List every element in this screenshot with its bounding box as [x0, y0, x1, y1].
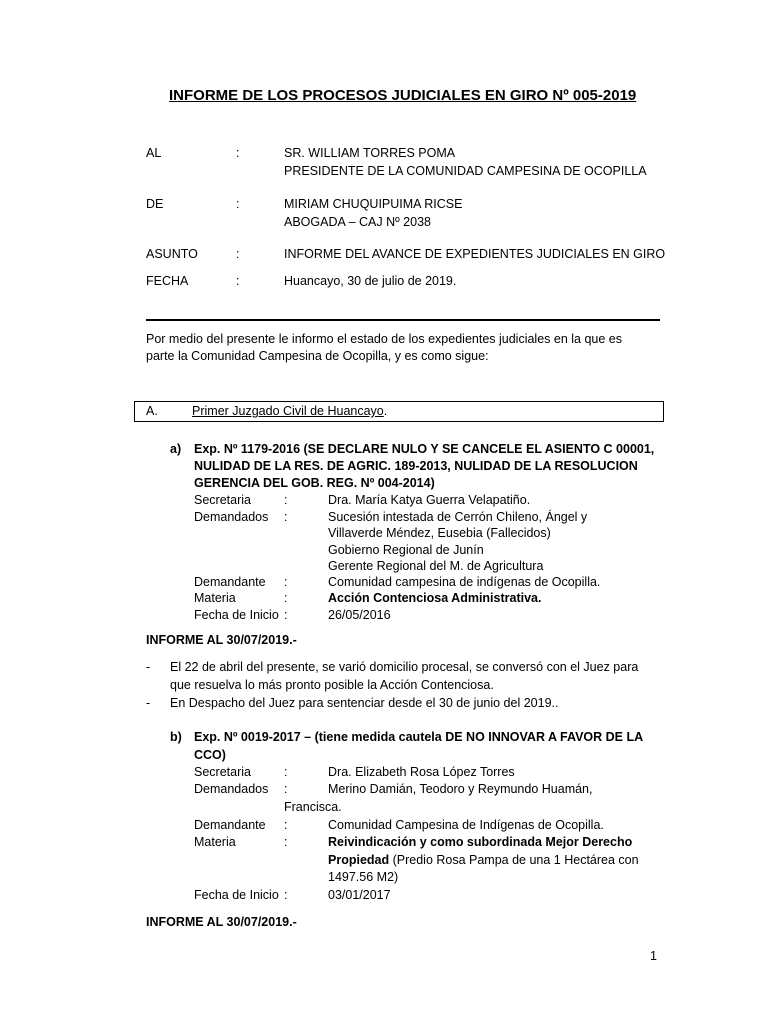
case-b-materia-2	[328, 853, 639, 867]
case-a-secretaria-label: Secretaria	[194, 493, 251, 507]
informe-a-bullet-1: -	[146, 660, 151, 674]
case-a-marker: a)	[170, 442, 182, 456]
case-a-demandante-colon: :	[284, 575, 288, 589]
fecha-value: Huancayo, 30 de julio de 2019.	[284, 274, 457, 288]
al-line2: PRESIDENTE DE LA COMUNIDAD CAMPESINA DE OCOPILLA	[284, 164, 647, 178]
case-b-heading-1: Exp. Nº 0019-2017 – (tiene medida cautela DE NO INNOVAR A FAVOR DE LA	[194, 730, 644, 744]
case-a-heading-3: GERENCIA DEL GOB. REG. Nº 004-2014)	[194, 476, 435, 490]
case-a-fecha-label: Fecha de Inicio	[194, 608, 279, 622]
case-a-materia-colon: :	[284, 591, 288, 605]
case-b-fecha-colon: :	[284, 888, 288, 902]
case-b-materia-colon: :	[284, 835, 288, 849]
case-b-secretaria: Dra. Elizabeth Rosa López Torres	[328, 765, 515, 779]
de-label: DE	[146, 197, 164, 211]
case-a-demandado-1: Sucesión intestada de Cerrón Chileno, Ángel y	[328, 510, 588, 524]
case-a-demandante: Comunidad campesina de indígenas de Ocopilla.	[328, 575, 601, 589]
section-a-title	[192, 404, 387, 418]
al-colon: :	[236, 146, 240, 160]
de-colon: :	[236, 197, 240, 211]
divider	[146, 319, 660, 321]
case-a-demandado-4: Gerente Regional del M. de Agricultura	[328, 559, 544, 573]
case-b-demandado-2: Francisca.	[284, 800, 342, 814]
case-a-demandado-3: Gobierno Regional de Junín	[328, 543, 484, 557]
case-b-demandados-label: Demandados	[194, 782, 269, 796]
asunto-label: ASUNTO	[146, 247, 198, 261]
case-b-secretaria-label: Secretaria	[194, 765, 251, 779]
case-a-materia-label: Materia	[194, 591, 236, 605]
case-b-fecha: 03/01/2017	[328, 888, 391, 902]
case-b-demandado-1: Merino Damián, Teodoro y Reymundo Huamán,	[328, 782, 593, 796]
case-a-materia: Acción Contenciosa Administrativa.	[328, 591, 542, 605]
case-b-materia-2b: (Predio Rosa Pampa de una 1 Hectárea con	[389, 853, 639, 867]
case-a-secretaria: Dra. María Katya Guerra Velapatiño.	[328, 493, 531, 507]
informe-a-bullet-2: -	[146, 696, 151, 710]
case-b-materia-1: Reivindicación y como subordinada Mejor Derecho	[328, 835, 633, 849]
document-title: INFORME DE LOS PROCESOS JUDICIALES EN GIRO Nº 005-2019	[169, 87, 637, 104]
case-a-demandado-2: Villaverde Méndez, Eusebia (Fallecidos)	[328, 526, 551, 540]
fecha-label: FECHA	[146, 274, 189, 288]
case-b-fecha-label: Fecha de Inicio	[194, 888, 279, 902]
case-b-heading-2: CCO)	[194, 748, 226, 762]
case-b-demandados-colon: :	[284, 782, 288, 796]
section-a-title-period: .	[383, 404, 388, 418]
de-line1: MIRIAM CHUQUIPUIMA RICSE	[284, 197, 463, 211]
informe-a-heading: INFORME AL 30/07/2019.-	[146, 633, 297, 647]
case-b-materia-label: Materia	[194, 835, 236, 849]
case-b-materia-2a: Propiedad	[328, 853, 390, 867]
case-a-secretaria-colon: :	[284, 493, 288, 507]
asunto-colon: :	[236, 247, 240, 261]
informe-a-item-1b: que resuelva lo más pronto posible la Acción Contenciosa.	[170, 678, 494, 692]
intro-line2: parte la Comunidad Campesina de Ocopilla, y es como sigue:	[146, 349, 489, 363]
case-b-secretaria-colon: :	[284, 765, 288, 779]
case-a-fecha-colon: :	[284, 608, 288, 622]
case-b-demandante-label: Demandante	[194, 818, 266, 832]
intro-line1: Por medio del presente le informo el estado de los expedientes judiciales en la que es	[146, 332, 622, 346]
section-a-letter: A.	[146, 404, 158, 418]
case-b-marker: b)	[170, 730, 182, 744]
case-a-heading-2: NULIDAD DE LA RES. DE AGRIC. 189-2013, NULIDAD DE LA RESOLUCION	[194, 459, 638, 473]
case-a-demandados-label: Demandados	[194, 510, 269, 524]
de-line2: ABOGADA – CAJ Nº 2038	[284, 215, 431, 229]
asunto-value: INFORME DEL AVANCE DE EXPEDIENTES JUDICIALES EN GIRO	[284, 247, 666, 261]
informe-b-heading: INFORME AL 30/07/2019.-	[146, 915, 297, 929]
case-b-materia-3: 1497.56 M2)	[328, 870, 399, 884]
case-b-demandante-colon: :	[284, 818, 288, 832]
case-a-demandante-label: Demandante	[194, 575, 266, 589]
informe-a-item-2: En Despacho del Juez para sentenciar desde el 30 de junio del 2019..	[170, 696, 559, 710]
fecha-colon: :	[236, 274, 240, 288]
page-number: 1	[650, 949, 657, 963]
case-a-heading-1: Exp. Nº 1179-2016 (SE DECLARE NULO Y SE CANCELE EL ASIENTO C 00001,	[194, 442, 655, 456]
section-a-title-text: Primer Juzgado Civil de Huancayo	[192, 404, 384, 418]
informe-a-item-1a: El 22 de abril del presente, se varió domicilio procesal, se conversó con el Juez para	[170, 660, 639, 674]
al-line1: SR. WILLIAM TORRES POMA	[284, 146, 456, 160]
case-b-demandante: Comunidad Campesina de Indígenas de Ocopilla.	[328, 818, 604, 832]
case-a-fecha: 26/05/2016	[328, 608, 391, 622]
case-a-demandados-colon: :	[284, 510, 288, 524]
al-label: AL	[146, 146, 162, 160]
